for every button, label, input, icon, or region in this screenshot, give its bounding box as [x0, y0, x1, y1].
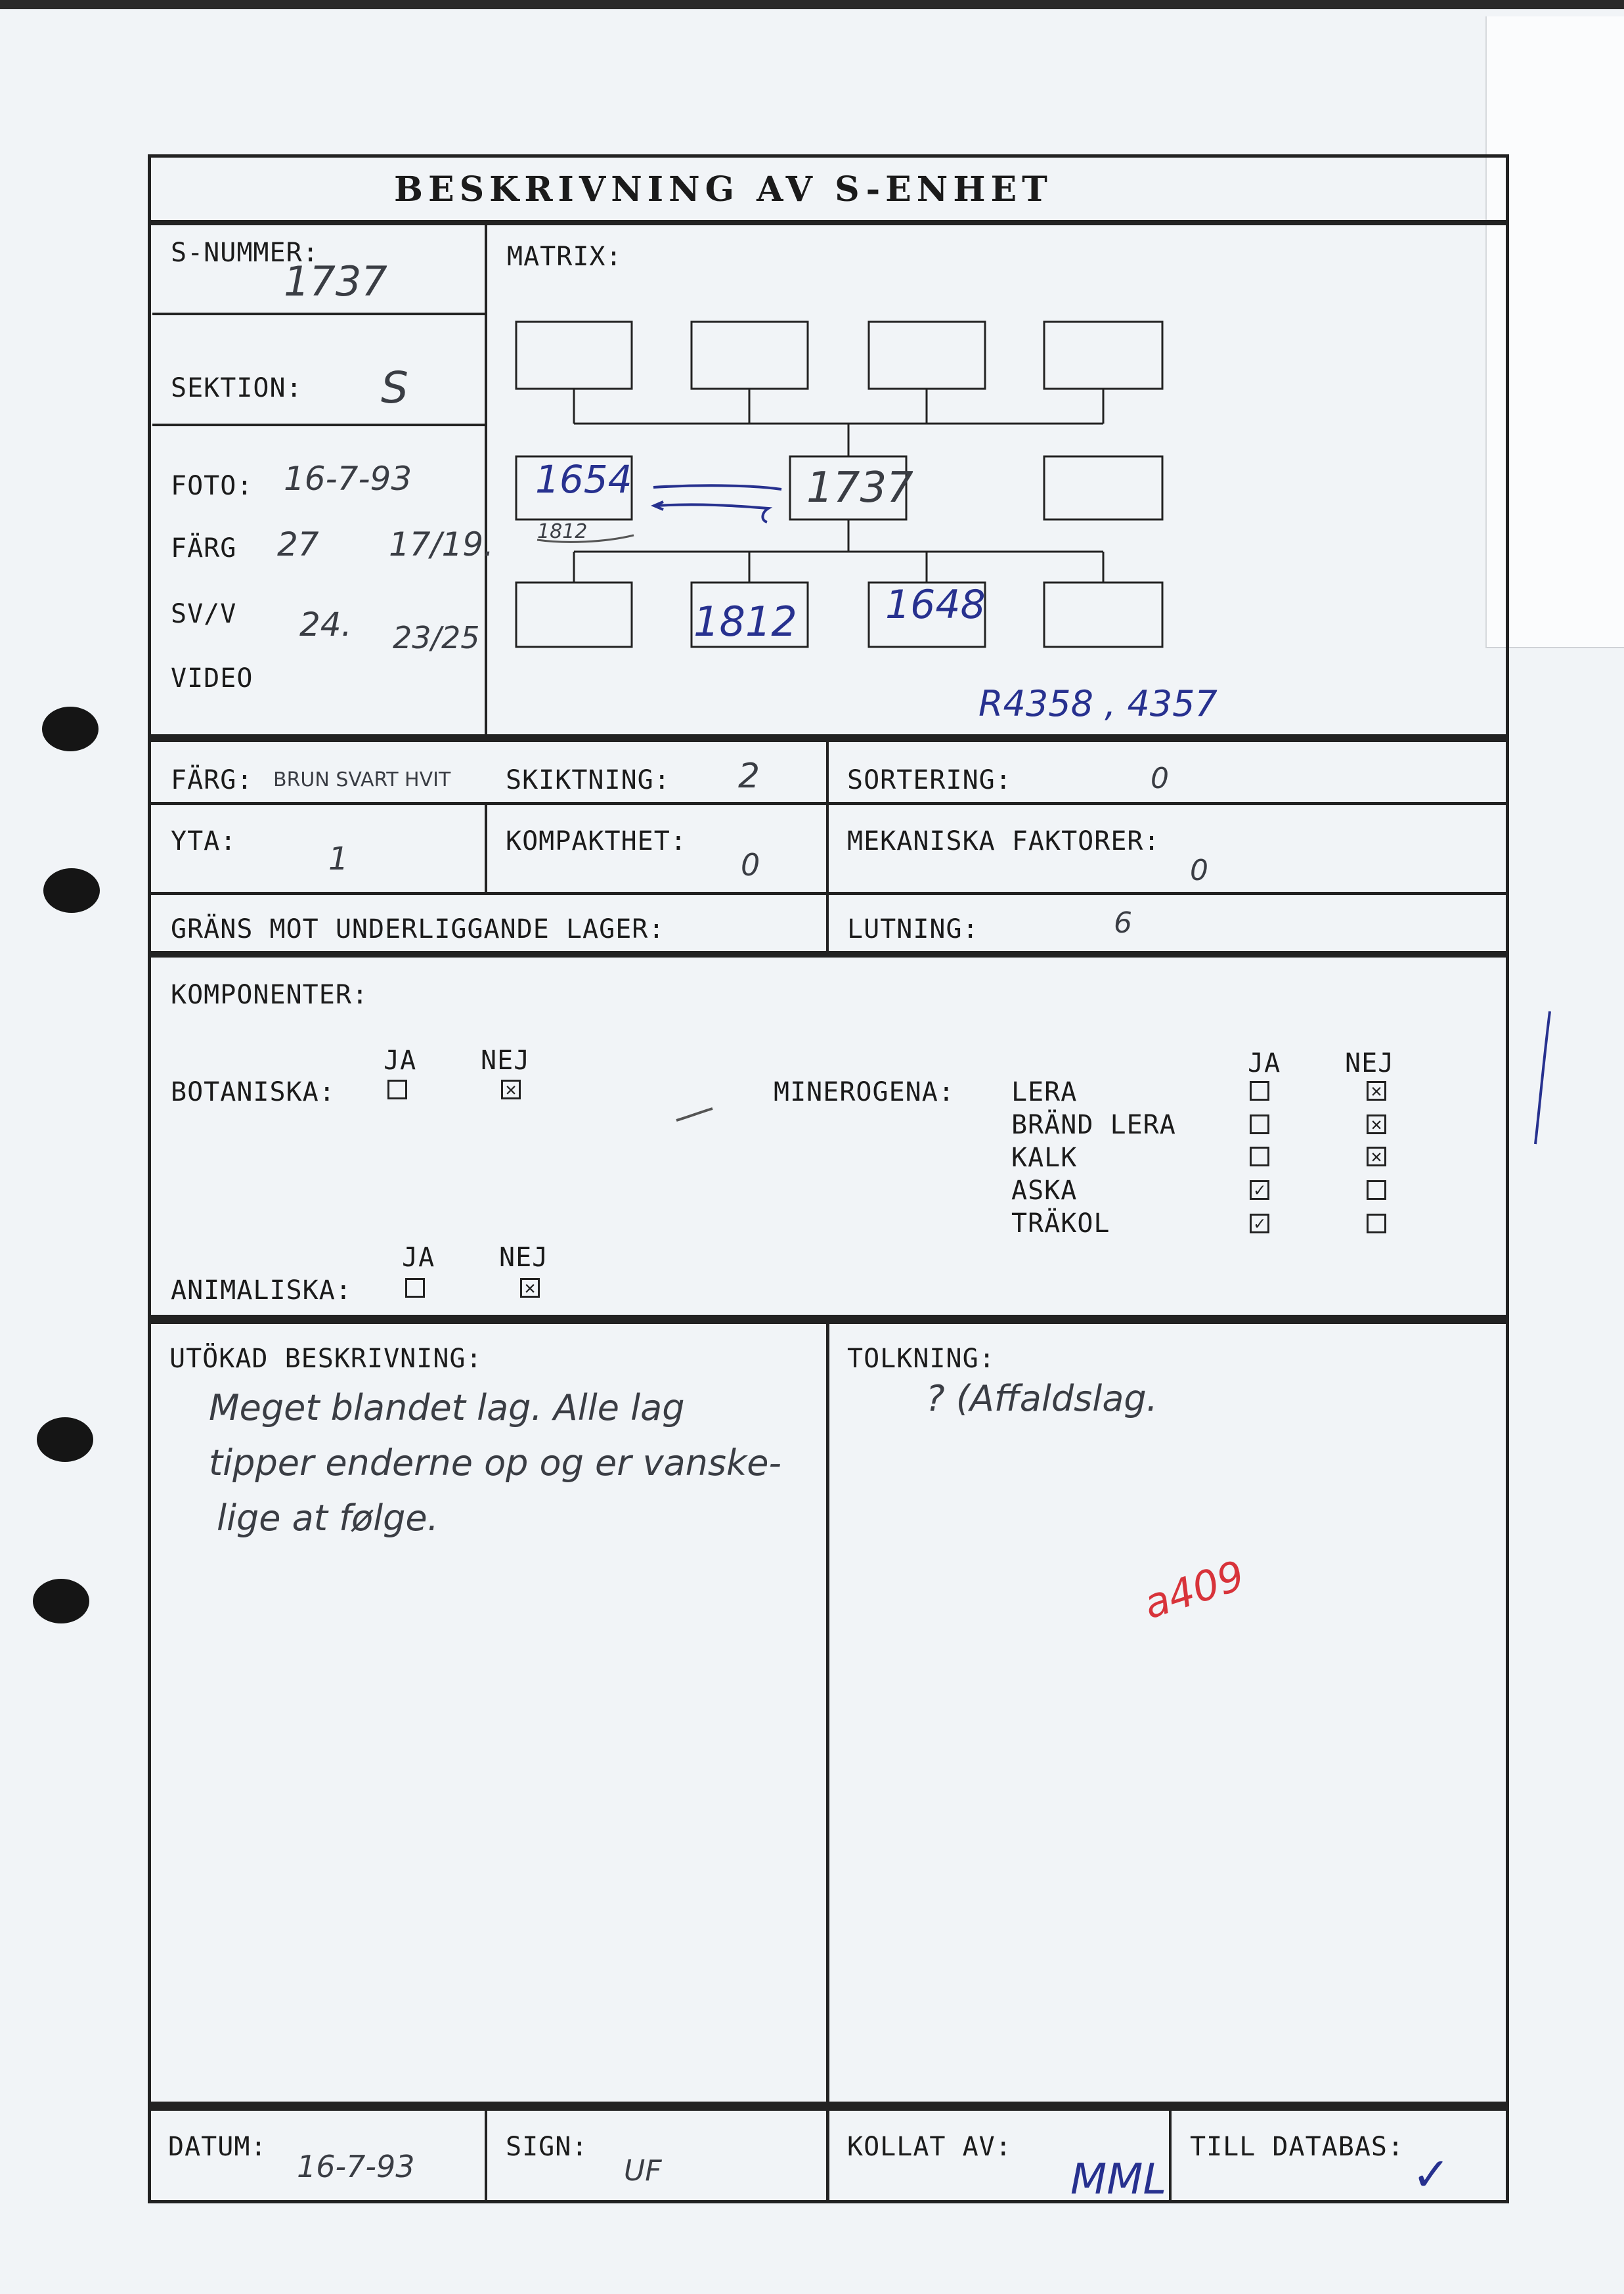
sektion-value: S — [381, 363, 408, 413]
s-nummer-value: 1737 — [284, 257, 387, 305]
sign-label: SIGN: — [506, 2132, 588, 2162]
animaliska-label: ANIMALISKA: — [171, 1275, 352, 1306]
komponenter-label: KOMPONENTER: — [171, 980, 368, 1010]
margin-pen-mark — [1535, 1011, 1550, 1144]
nej-header: NEJ — [1345, 1048, 1395, 1078]
utokad-text-line: tipper enderne op og er vanske- — [209, 1442, 782, 1484]
animaliska-ja-checkbox[interactable] — [405, 1278, 425, 1298]
mineral-kalk-label: KALK — [1011, 1143, 1078, 1173]
farg-value-2: 17/19. — [389, 525, 494, 563]
matrix-left-value: 1654 — [535, 457, 632, 502]
till-databas-label: TILL DATABAS: — [1190, 2132, 1405, 2162]
till-databas-check: ✓ — [1412, 2148, 1451, 2201]
lutning-label: LUTNING: — [847, 914, 979, 944]
trakol-nej-checkbox[interactable] — [1367, 1214, 1386, 1233]
skiktning-value: 2 — [738, 757, 760, 796]
animaliska-nej-checkbox[interactable]: ✕ — [520, 1278, 540, 1298]
trakol-ja-checkbox[interactable]: ✓ — [1250, 1214, 1269, 1233]
svv-value-1: 24. — [299, 606, 352, 644]
sign-value: UF — [624, 2154, 662, 2188]
lera-nej-checkbox[interactable]: ✕ — [1367, 1081, 1386, 1101]
matrix-center-value: 1737 — [806, 464, 913, 512]
farg-label: FÄRG — [171, 533, 237, 563]
kompakthet-label: KOMPAKTHET: — [506, 826, 687, 856]
foto-label: FOTO: — [171, 471, 253, 501]
mekaniska-label: MEKANISKA FAKTORER: — [847, 826, 1160, 856]
matrix-note: R4358 , 4357 — [978, 683, 1218, 724]
mineral-brand-lera-label: BRÄND LERA — [1011, 1110, 1176, 1140]
brand-lera-ja-checkbox[interactable] — [1250, 1114, 1269, 1134]
red-note: a409 — [1137, 1551, 1250, 1629]
sortering-label: SORTERING: — [847, 765, 1012, 795]
kalk-nej-checkbox[interactable]: ✕ — [1367, 1147, 1386, 1166]
svv-value-2: 23/25 — [393, 620, 480, 655]
utokad-text-line: lige at følge. — [217, 1497, 439, 1539]
svv-label: SV/V — [171, 599, 237, 629]
utokad-text-line: Meget blandet lag. Alle lag — [209, 1387, 685, 1428]
brand-lera-nej-checkbox[interactable]: ✕ — [1367, 1114, 1386, 1134]
kompakthet-value: 0 — [741, 847, 760, 883]
ja-header: JA — [402, 1243, 435, 1273]
tolkning-value: ? (Affaldslag. — [926, 1378, 1158, 1419]
skiktning-label: SKIKTNING: — [506, 765, 670, 795]
ja-header: JA — [384, 1046, 417, 1076]
farg-value-1: 27 — [277, 525, 319, 563]
minerogena-label: MINEROGENA: — [774, 1077, 955, 1107]
utokad-label: UTÖKAD BESKRIVNING: — [169, 1344, 483, 1374]
ja-header: JA — [1248, 1048, 1281, 1078]
farg2-label: FÄRG: — [171, 765, 253, 795]
kollat-value: MML — [1070, 2155, 1167, 2204]
botaniska-nej-checkbox[interactable]: ✕ — [501, 1080, 521, 1099]
yta-value: 1 — [328, 841, 349, 877]
aska-nej-checkbox[interactable] — [1367, 1180, 1386, 1200]
kollat-label: KOLLAT AV: — [847, 2132, 1012, 2162]
kalk-ja-checkbox[interactable] — [1250, 1147, 1269, 1166]
farg2-value: BRUN SVART HVIT — [273, 768, 451, 791]
mineral-lera-label: LERA — [1011, 1077, 1078, 1107]
matrix-box-value: 1648 — [885, 582, 986, 628]
sektion-label: SEKTION: — [171, 373, 303, 403]
nej-header: NEJ — [481, 1046, 531, 1076]
lera-ja-checkbox[interactable] — [1250, 1081, 1269, 1101]
tolkning-label: TOLKNING: — [847, 1344, 996, 1374]
datum-value: 16-7-93 — [297, 2149, 415, 2184]
video-label: VIDEO — [171, 663, 253, 694]
yta-label: YTA: — [171, 826, 237, 856]
datum-label: DATUM: — [168, 2132, 267, 2162]
grans-label: GRÄNS MOT UNDERLIGGANDE LAGER: — [171, 914, 665, 944]
mekaniska-value: 0 — [1190, 854, 1208, 887]
mineral-aska-label: ASKA — [1011, 1176, 1078, 1206]
matrix-label: MATRIX: — [507, 242, 623, 272]
aska-ja-checkbox[interactable]: ✓ — [1250, 1180, 1269, 1200]
foto-value: 16-7-93 — [284, 460, 412, 498]
matrix-left-small: 1812 — [537, 520, 588, 543]
lutning-value: 6 — [1114, 906, 1132, 940]
sortering-value: 0 — [1151, 762, 1169, 795]
nej-header: NEJ — [499, 1243, 549, 1273]
botaniska-ja-checkbox[interactable] — [387, 1080, 407, 1099]
matrix-box-value: 1812 — [693, 598, 797, 646]
form-title: BESKRIVNING AV S-ENHET — [394, 169, 1053, 210]
botaniska-label: BOTANISKA: — [171, 1077, 336, 1107]
mineral-trakol-label: TRÄKOL — [1011, 1208, 1110, 1239]
s-nummer-label: S-NUMMER: — [171, 238, 319, 268]
